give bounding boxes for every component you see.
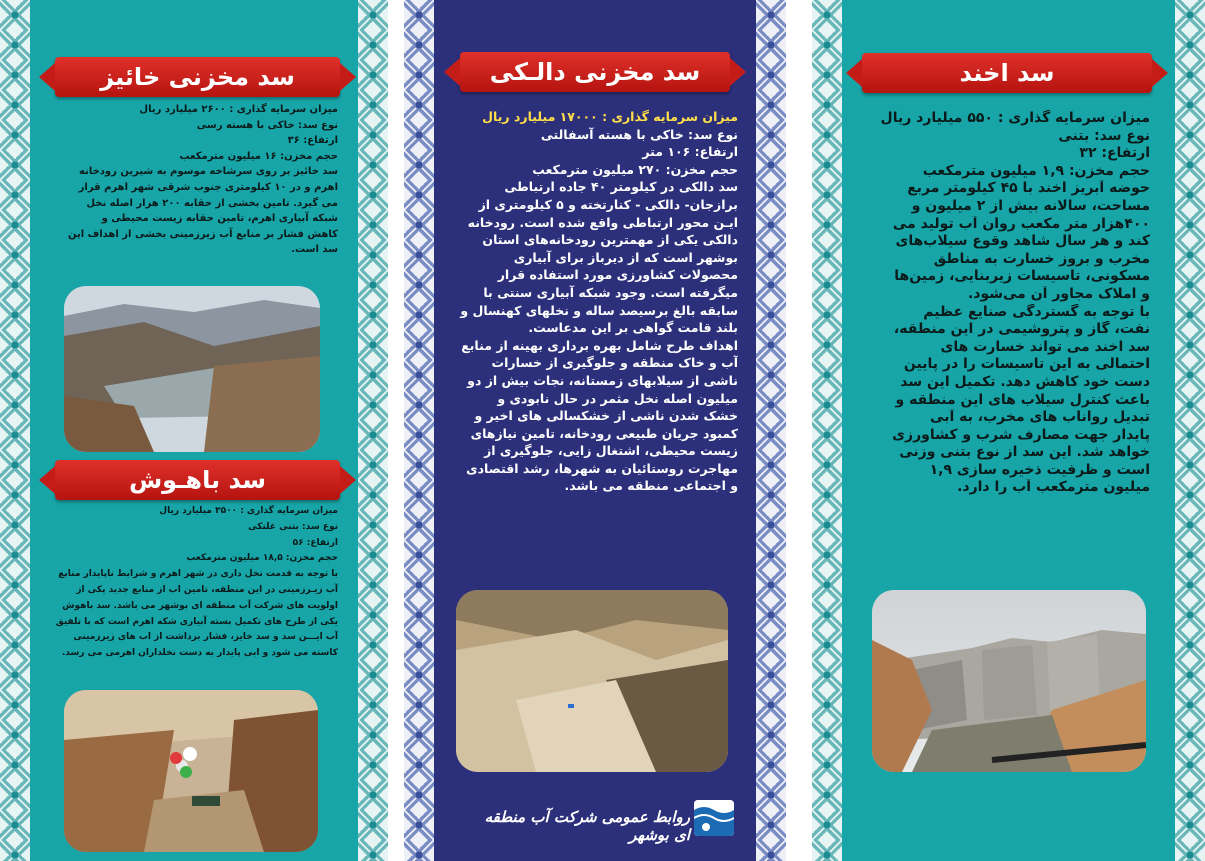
akhand-line: پایدار جهت مصارف شرب و کشاورزی	[892, 426, 1150, 443]
bahoush-dam-photo	[64, 690, 318, 852]
akhand-line: مخرب و بروز خسارت به مناطق	[933, 250, 1150, 267]
khaeiz-description	[44, 164, 338, 258]
right-ornament-border	[1175, 0, 1205, 861]
akhand-line: ۴۰۰هزار متر مکعب روان آب تولید می	[892, 215, 1150, 232]
dalaki-line: خشک شدن ناشی از خشکسالی های اخیر و	[474, 408, 738, 424]
dalaki-type: نوع سد: خاکی با هسته آسفالتی	[540, 126, 738, 142]
dalaki-line: محصولات کشاورزی مورد استفاده قرار	[497, 267, 738, 283]
left-ornament-border	[0, 0, 30, 861]
dalaki-line: بلند قامت گواهی بر این مدعاست.	[528, 320, 738, 336]
akhand-dam-photo	[872, 590, 1146, 772]
bahoush-volume: حجم مخزن: ۱۸,۵ میلیون مترمکعب	[186, 553, 338, 564]
khaeiz-line: شبکه آبیاری اهرم، تامین حقابه زیست محیطی و	[101, 213, 338, 225]
akhand-invest: میزان سرمایه گذاری : ۵۵۰ میلیارد ریال	[880, 110, 1150, 126]
dalaki-description	[452, 178, 738, 495]
akhand-body	[860, 110, 1150, 497]
khaeiz-line: اهرم و در ۱۰ کیلومتری جنوب شرقی شهر اهرم قرار	[78, 181, 338, 193]
dalaki-invest: میزان سرمایه گذاری : ۱۷۰۰۰ میلیارد ریال	[482, 109, 738, 124]
akhand-line: مساحت، سالانه بیش از ۲ میلیون و	[911, 197, 1150, 214]
dalaki-line: ایـن محور ارتباطی واقع شده است. رودخانه	[467, 214, 738, 230]
akhand-line: و املاک مجاور آن می‌شود.	[967, 285, 1150, 302]
dalaki-dam-photo	[456, 590, 728, 772]
dalaki-line: کمبود جریان طبیعی رودخانه، تامین نیازهای	[470, 425, 738, 441]
dalaki-line: بوشهر است که از دیرباز برای آبیاری	[513, 249, 738, 265]
khaeiz-type: نوع سد: خاکی با هسته رسی	[196, 119, 338, 131]
khaeiz-line: سد است.	[291, 244, 338, 256]
akhand-line: است و ظرفیت ذخیره سازی ۱,۹	[929, 461, 1150, 478]
water-company-logo-icon	[694, 800, 734, 836]
akhand-line: احتمالی به این تاسیسات را در پایین	[903, 356, 1150, 373]
fold-gap-right	[786, 0, 812, 861]
akhand-type: نوع سد: بتنی	[1058, 127, 1150, 144]
akhand-line: میلیون مترمکعب آب را دارد.	[957, 479, 1150, 496]
bahoush-line: آب ایـــن سد و سد خایز، فشار برداشت از اب های زیرزمینی	[73, 632, 338, 643]
khaeiz-line: می گیرد. تامین بخشی از حقابه ۲۰۰ هزار اصله نخل	[86, 197, 338, 209]
khaeiz-bahoush-panel	[0, 0, 388, 861]
akhand-line: کند و هر سال شاهد وقوع سیلاب‌های	[895, 233, 1150, 250]
dalaki-body	[452, 108, 738, 495]
dalaki-line: آب و خاک منطقه و جلوگیری از خسارات	[491, 355, 738, 371]
khaeiz-body	[44, 102, 338, 258]
bahoush-body	[44, 504, 338, 662]
left-ornament-border	[812, 0, 842, 861]
bahoush-height: ارتفاع: ۵۶	[292, 537, 338, 548]
bahoush-invest: میزان سرمایه گذاری : ۳۵۰۰ میلیارد ریال	[159, 506, 338, 516]
bahoush-line: اولویت های شرکت آب منطقه ای بوشهر می باشد. سد باهوش	[62, 600, 338, 611]
akhand-line: با توجه به گستردگی صنایع عظیم	[923, 303, 1150, 320]
dalaki-volume: حجم مخزن: ۲۷۰ میلیون مترمکعب	[532, 161, 738, 177]
dalaki-line: مهاجرت روستائیان به شهرها، رشد اقتصادی	[466, 460, 738, 476]
akhand-panel	[812, 0, 1205, 861]
fold-gap-left	[388, 0, 404, 861]
bahoush-line: با توجه به قدمت نخل داری در شهر اهرم و شرایط ناپایدار منابع	[58, 569, 338, 580]
right-ornament-border	[756, 0, 786, 861]
dalaki-height: ارتفاع: ۱۰۶ متر	[642, 144, 738, 160]
khaeiz-height: ارتفاع: ۳۶	[287, 135, 338, 147]
khaeiz-line: سد خائیز بر روی سرشاخه موسوم به شیرین رودخانه	[79, 166, 338, 178]
dalaki-line: سابقه بالغ برسیصد ساله و نخلهای کهنسال و	[460, 302, 738, 318]
dalaki-line: برازجان- دالکی - کنارتخته و ۵ کیلومتری از	[478, 196, 738, 212]
dalaki-title: سد مخزنی دالـکی	[460, 52, 730, 92]
dalaki-line: ناشی از سیلابهای زمستانه، نجات بیش از دو	[467, 372, 738, 388]
akhand-line: مسکونی، تاسیسات زیربنایی، زمین‌ها	[894, 268, 1150, 285]
dalaki-line: و اجتماعی منطقه می باشد.	[564, 478, 738, 494]
akhand-line: سد اخند می تواند خسارت های	[940, 338, 1150, 355]
dalaki-panel	[404, 0, 786, 861]
bahoush-description	[44, 567, 338, 662]
khaeiz-volume: حجم مخزن: ۱۶ میلیون مترمکعب	[179, 150, 338, 162]
right-ornament-border	[358, 0, 388, 861]
akhand-line: باعث کنترل سیلاب های این منطقه و	[895, 391, 1150, 408]
akhand-description	[860, 163, 1150, 497]
akhand-line: نفت، گاز و پتروشیمی در این منطقه،	[893, 321, 1150, 338]
akhand-title: سد اخند	[862, 53, 1152, 93]
akhand-line: حجم مخزن: ۱,۹ میلیون مترمکعب	[922, 162, 1150, 179]
bahoush-line: یکی از طرح های تکمیل بسته آبیاری شکه اهرم است که با تلفیق	[55, 616, 338, 627]
akhand-line: خواهد شد. این سد از نوع بتنی وزنی	[899, 444, 1150, 461]
dalaki-line: زیست محیطی، اشتغال زایی، جلوگیری از	[484, 443, 738, 459]
khaeiz-line: کاهش فشار بر منابع آب زیرزمینی بخشی از اهداف این	[67, 228, 338, 240]
bahoush-line: آب زیـرزمینی در این منطقه، تامین اب از منابع جدید یکی از	[76, 584, 338, 595]
dalaki-line: میگرفته است. وجود شبکه آبیاری سنتی با	[483, 284, 738, 300]
footer-credit: روابط عمومی شرکت آب منطقه ای بوشهر	[484, 808, 690, 844]
dalaki-line: سد دالکی در کیلومتر ۴۰ جاده ارتباطی	[504, 179, 738, 195]
akhand-line: حوضه آبریز اخند با ۴۵ کیلومتر مربع	[907, 180, 1150, 197]
akhand-line: تبدیل رواناب های مخرب، به آبی	[930, 409, 1150, 426]
akhand-line: دست خود کاهش دهد. تکمیل این سد	[900, 373, 1150, 390]
bahoush-line: کاسته می شود و ابی پایدار به دست نخلداران اهرمی می رسد.	[61, 648, 338, 659]
khaeiz-invest: میزان سرمایه گذاری : ۲۶۰۰ میلیارد ریال	[139, 104, 338, 115]
bahoush-title: سد باهـوش	[55, 460, 340, 500]
dalaki-line: میلیون اصله نخل مثمر در حال نابودی و	[497, 390, 738, 406]
bahoush-type: نوع سد: بتنی غلتکی	[248, 521, 338, 532]
khaeiz-title: سد مخزنی خائیز	[55, 57, 340, 97]
akhand-height: ارتفاع: ۳۲	[1079, 145, 1150, 162]
khaeiz-dam-photo	[64, 286, 320, 452]
dalaki-line: دالکی یکی از مهمترین رودخانه‌های استان	[482, 232, 738, 248]
dalaki-line: اهداف طرح شامل بهره برداری بهینه از منابع	[461, 337, 738, 353]
left-ornament-border	[404, 0, 434, 861]
